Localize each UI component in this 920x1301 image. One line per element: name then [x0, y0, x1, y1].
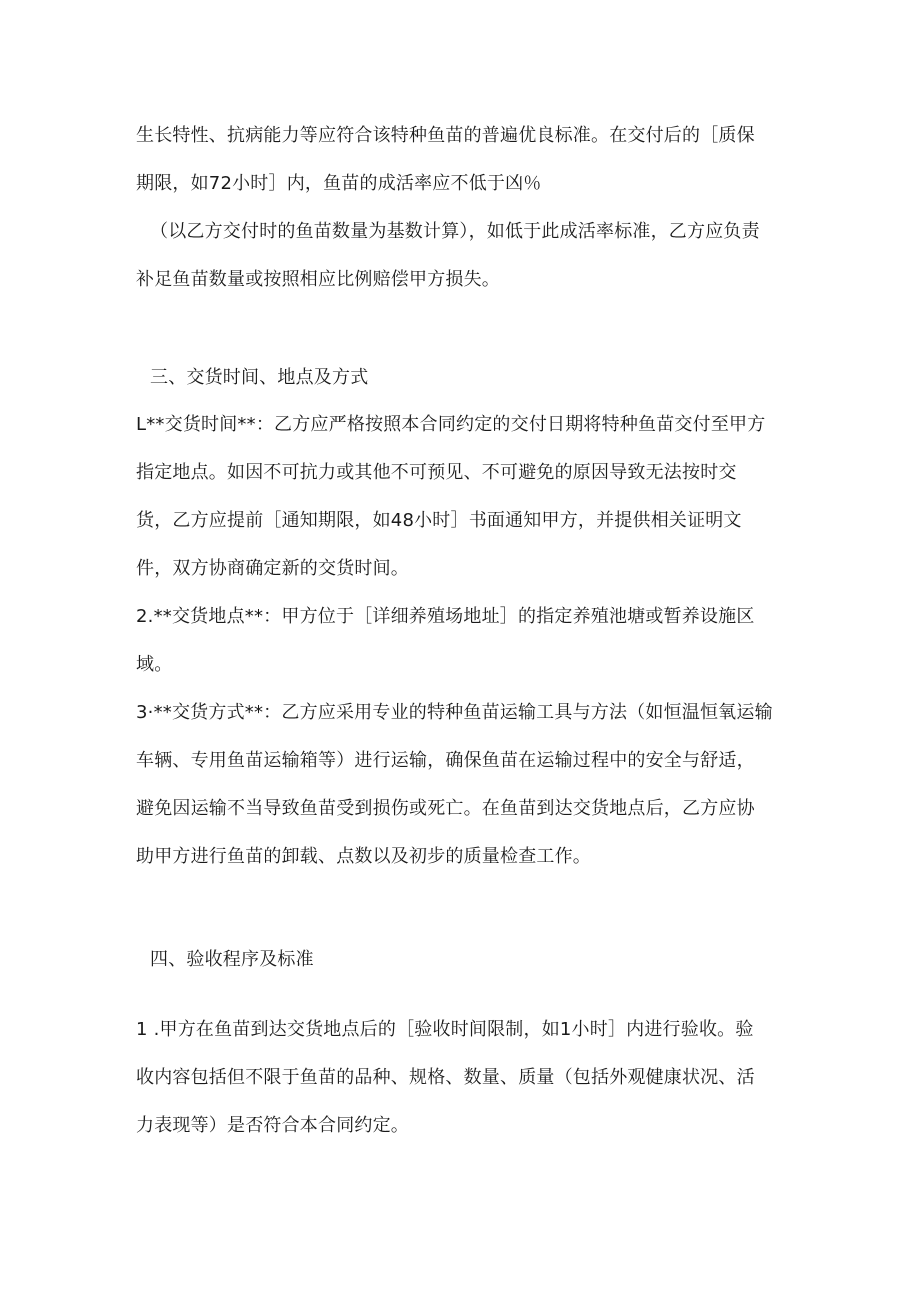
paragraph-line: 2.**交货地点**：甲方位于［详细养殖场地址］的指定养殖池塘或暂养设施区: [136, 606, 755, 627]
paragraph-line: 期限，如72小时］内，鱼苗的成活率应不低于凶％: [136, 173, 542, 194]
paragraph-line: 助甲方进行鱼苗的卸载、点数以及初步的质量检查工作。: [136, 846, 591, 867]
paragraph-line: 力表现等）是否符合本合同约定。: [136, 1115, 409, 1136]
paragraph-line: 避免因运输不当导致鱼苗受到损伤或死亡。在鱼苗到达交货地点后，乙方应协: [136, 798, 755, 819]
paragraph-line: 域。: [136, 654, 173, 675]
paragraph-line: （以乙方交付时的鱼苗数量为基数计算），如低于此成活率标准，乙方应负责: [150, 221, 760, 242]
paragraph-line: 补足鱼苗数量或按照相应比例赔偿甲方损失。: [136, 269, 500, 290]
paragraph-line: 车辆、专用鱼苗运输箱等）进行运输，确保鱼苗在运输过程中的安全与舒适，: [136, 750, 755, 771]
paragraph-line: 1 .甲方在鱼苗到达交货地点后的［验收时间限制，如1小时］内进行验收。验: [136, 1019, 754, 1040]
paragraph-line: 生长特性、抗病能力等应符合该特种鱼苗的普遍优良标准。在交付后的［质保: [136, 125, 755, 146]
paragraph-line: 货，乙方应提前［通知期限，如48小时］书面通知甲方，并提供相关证明文: [136, 510, 742, 531]
section-heading: 三、交货时间、地点及方式: [150, 367, 369, 388]
paragraph-line: L**交货时间**：乙方应严格按照本合同约定的交付日期将特种鱼苗交付至甲方: [136, 414, 766, 435]
paragraph-line: 3·**交货方式**：乙方应采用专业的特种鱼苗运输工具与方法（如恒温恒氧运输: [136, 702, 773, 723]
paragraph-line: 指定地点。如因不可抗力或其他不可预见、不可避免的原因导致无法按时交: [136, 462, 737, 483]
paragraph-line: 件，双方协商确定新的交货时间。: [136, 558, 409, 579]
section-heading: 四、验收程序及标准: [150, 949, 314, 970]
paragraph-line: 收内容包括但不限于鱼苗的品种、规格、数量、质量（包括外观健康状况、活: [136, 1067, 755, 1088]
